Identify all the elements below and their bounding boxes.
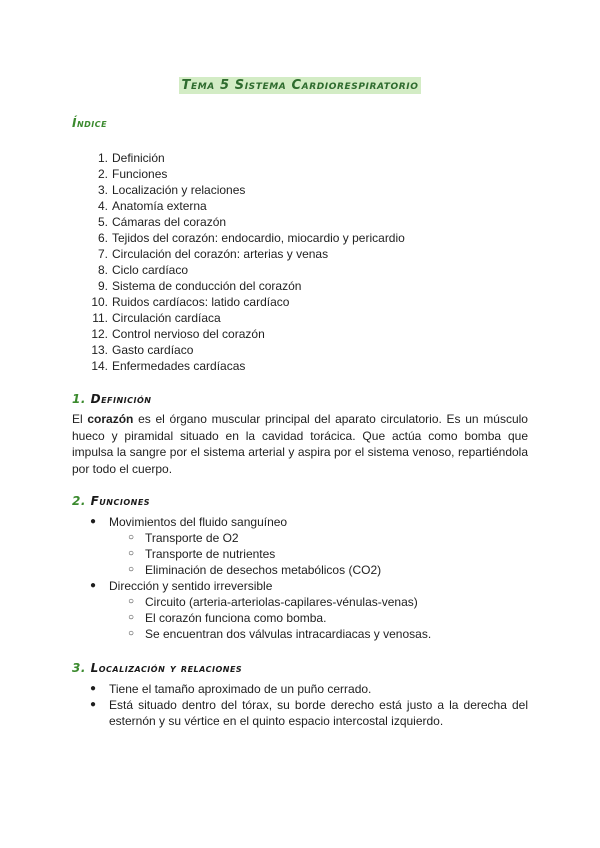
- index-item-label: Control nervioso del corazón: [112, 327, 265, 341]
- index-item-label: Cámaras del corazón: [112, 215, 227, 229]
- index-item: [72, 246, 472, 262]
- page-title: Tema 5 Sistema Cardiorespiratorio: [179, 77, 422, 94]
- bullet-filled-icon: ●: [90, 580, 97, 591]
- index-item-label: Sistema de conducción del corazón: [112, 279, 302, 293]
- section-1-number: 1.: [72, 392, 86, 406]
- section-1-heading: [72, 392, 152, 406]
- section-3-number: 3.: [72, 661, 86, 675]
- section-2-heading: [72, 494, 150, 508]
- bullet-hollow-icon: ○: [128, 612, 135, 623]
- index-item: [72, 198, 472, 214]
- index-item-number: 5.: [97, 215, 108, 229]
- list-item: [72, 610, 528, 626]
- index-item-number: 9.: [97, 279, 108, 293]
- index-item-number: 1.: [97, 151, 108, 165]
- list-item-text: Dirección y sentido irreversible: [109, 579, 273, 593]
- index-item-number: 13.: [91, 343, 108, 357]
- list-item: [72, 697, 528, 729]
- bullet-hollow-icon: ○: [128, 596, 135, 607]
- list-item-text: Eliminación de desechos metabólicos (CO2): [145, 563, 382, 577]
- section-3-heading: [72, 661, 242, 675]
- index-item: [72, 182, 472, 198]
- index-item: [72, 278, 472, 294]
- list-item: [72, 578, 528, 594]
- index-item: [72, 342, 472, 358]
- index-item-number: 6.: [97, 231, 108, 245]
- index-item-number: 2.: [97, 167, 108, 181]
- section-2-title: Funciones: [90, 494, 151, 508]
- index-item-label: Definición: [112, 151, 165, 165]
- index-item-number: 3.: [97, 183, 108, 197]
- index-item-number: 8.: [97, 263, 108, 277]
- bullet-hollow-icon: ○: [128, 548, 135, 559]
- bullet-filled-icon: ●: [90, 516, 97, 527]
- section-3-title: Localización y relaciones: [90, 661, 243, 675]
- index-item-label: Tejidos del corazón: endocardio, miocardio y pericardio: [112, 231, 405, 245]
- index-item-number: 12.: [91, 327, 108, 341]
- section-2-number: 2.: [72, 494, 86, 508]
- list-item-text: Circuito (arteria-arteriolas-capilares-vénulas-venas): [145, 595, 418, 609]
- bullet-hollow-icon: ○: [128, 564, 135, 575]
- section-1-paragraph: [72, 411, 528, 477]
- index-item-label: Circulación del corazón: arterias y venas: [112, 247, 329, 261]
- index-item-number: 7.: [97, 247, 108, 261]
- index-item-label: Anatomía externa: [112, 199, 207, 213]
- list-item: [72, 594, 528, 610]
- list-item-text: Está situado dentro del tórax, su borde derecho está justo a la derecha del esternón y su vértice en el quinto espacio intercostal izquierdo.: [109, 698, 528, 728]
- index-item-number: 4.: [97, 199, 108, 213]
- index-item: [72, 262, 472, 278]
- list-item: [72, 681, 528, 697]
- index-item-number: 11.: [92, 311, 108, 325]
- bullet-filled-icon: ●: [90, 683, 97, 694]
- index-item: [72, 310, 472, 326]
- list-item: [72, 546, 528, 562]
- index-list: [72, 150, 472, 374]
- list-item: [72, 530, 528, 546]
- index-item: [72, 150, 472, 166]
- index-item: [72, 166, 472, 182]
- section-2-list: [72, 514, 528, 642]
- section-3-list: [72, 681, 528, 729]
- index-heading: Índice: [72, 116, 108, 130]
- para-prefix: El: [72, 412, 88, 426]
- index-item-label: Funciones: [112, 167, 168, 181]
- bullet-hollow-icon: ○: [128, 628, 135, 639]
- list-item-text: El corazón funciona como bomba.: [145, 611, 327, 625]
- list-item-text: Se encuentran dos válvulas intracardiacas y venosas.: [145, 627, 432, 641]
- list-item: [72, 514, 528, 530]
- index-item-label: Circulación cardíaca: [112, 311, 221, 325]
- para-bold-term: corazón: [87, 412, 134, 426]
- list-item-text: Movimientos del fluido sanguíneo: [109, 515, 288, 529]
- index-item-number: 10.: [91, 295, 108, 309]
- section-1-title: Definición: [90, 392, 152, 406]
- list-item: [72, 626, 528, 642]
- list-item: [72, 562, 528, 578]
- index-item-number: 14.: [91, 359, 108, 373]
- index-item: [72, 326, 472, 342]
- index-item-label: Gasto cardíaco: [112, 343, 194, 357]
- index-item-label: Ciclo cardíaco: [112, 263, 189, 277]
- index-item: [72, 358, 472, 374]
- index-item-label: Localización y relaciones: [112, 183, 246, 197]
- index-item: [72, 214, 472, 230]
- bullet-filled-icon: ●: [90, 699, 97, 710]
- index-item-label: Enfermedades cardíacas: [112, 359, 246, 373]
- index-item: [72, 294, 472, 310]
- index-item: [72, 230, 472, 246]
- index-item-label: Ruidos cardíacos: latido cardíaco: [112, 295, 290, 309]
- title-wrap: [0, 76, 600, 94]
- list-item-text: Tiene el tamaño aproximado de un puño cerrado.: [109, 682, 372, 696]
- list-item-text: Transporte de nutrientes: [145, 547, 276, 561]
- list-item-text: Transporte de O2: [145, 531, 239, 545]
- bullet-hollow-icon: ○: [128, 532, 135, 543]
- para-text: es el órgano muscular principal del aparato circulatorio. Es un músculo hueco y piramidal situado en la cavidad torácica. Que actúa como bomba que impulsa la sangre por el sistema arterial y aspira por el sistema venoso, repartiéndola por todo el cuerpo.: [72, 412, 528, 476]
